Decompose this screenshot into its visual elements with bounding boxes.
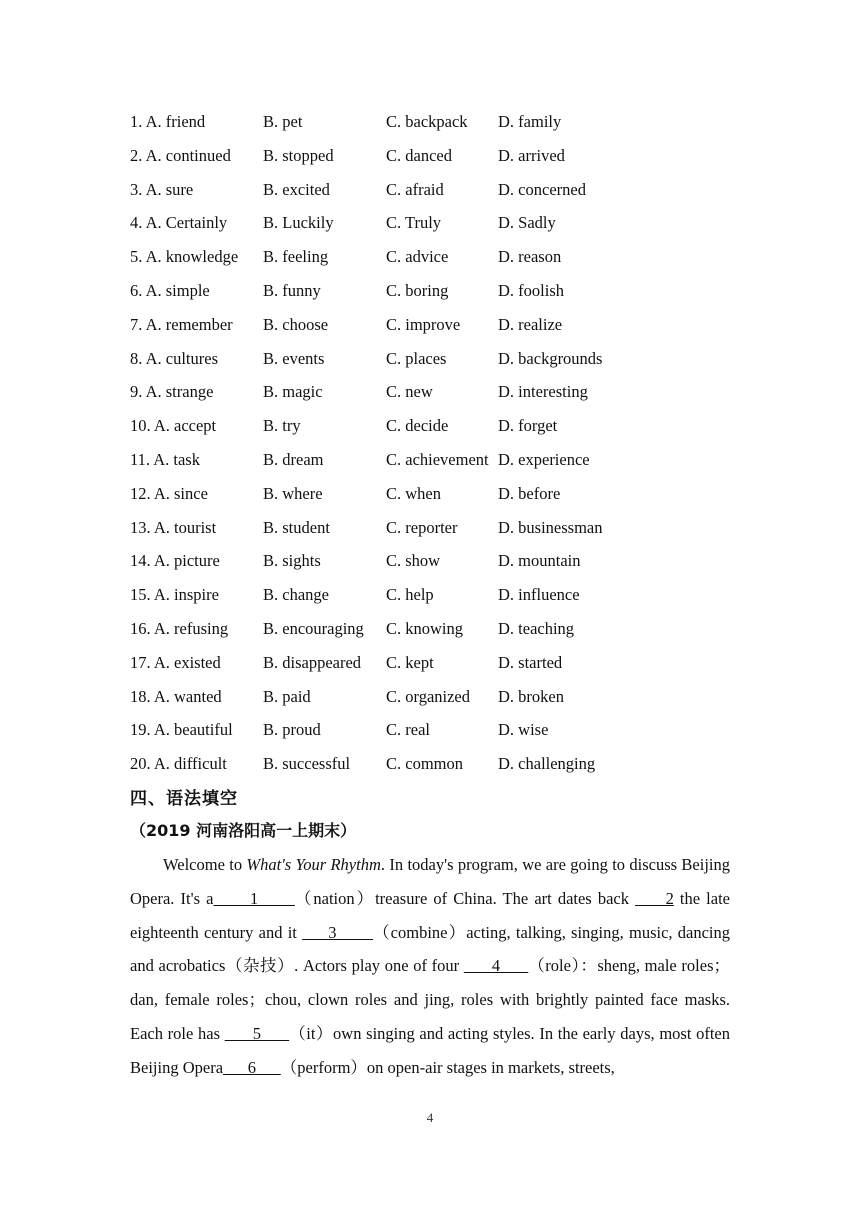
option-d: D. realize: [498, 314, 563, 334]
question-row: [130, 713, 750, 747]
question-row: [130, 139, 750, 173]
option-a: 17. A. existed: [130, 652, 221, 672]
exam-source: （2019 河南洛阳高一上期末）: [130, 821, 357, 840]
option-a: 18. A. wanted: [130, 686, 222, 706]
option-c: C. common: [386, 754, 463, 774]
option-b: B. excited: [263, 179, 330, 199]
option-b: B. magic: [263, 382, 323, 402]
option-a: 10. A. accept: [130, 416, 217, 436]
option-d: D. arrived: [498, 145, 565, 165]
option-d: D. before: [498, 483, 561, 503]
question-row: [130, 274, 750, 308]
question-row: [130, 544, 750, 578]
blank-4[interactable]: 4: [463, 956, 529, 976]
passage-text: acting, talking, singing, music, dancing and acrobatics（杂技）. Actors play one of four: [130, 922, 730, 976]
option-d: D. concerned: [498, 179, 586, 199]
option-c: C. knowing: [386, 618, 464, 638]
option-a: 15. A. inspire: [130, 585, 219, 605]
passage-text: ：sheng, male roles；dan, female roles；chou, clown roles and jing, roles with brightly painted face masks. Each role has: [130, 956, 731, 1043]
blank-1[interactable]: 1: [213, 888, 295, 908]
question-row: [130, 240, 750, 274]
question-row: [130, 511, 750, 545]
option-d: D. challenging: [498, 754, 596, 774]
blank-2[interactable]: 2: [635, 888, 674, 908]
option-d: D. mountain: [498, 551, 581, 571]
option-a: 11. A. task: [130, 449, 200, 469]
option-c: C. show: [386, 551, 441, 571]
option-b: B. change: [263, 585, 329, 605]
option-a: 2. A. continued: [130, 145, 231, 165]
option-b: B. proud: [263, 720, 321, 740]
option-d: D. foolish: [498, 280, 564, 300]
option-b: B. sights: [263, 551, 321, 571]
option-c: C. Truly: [386, 213, 442, 233]
question-row: [130, 308, 750, 342]
option-b: B. dream: [263, 449, 324, 469]
option-c: C. organized: [386, 686, 471, 706]
option-d: D. influence: [498, 585, 580, 605]
passage-text: . In today's program, we are going to discuss Beijing Opera. It's a: [130, 855, 731, 908]
hint-1: （nation）: [294, 888, 376, 908]
option-a: 20. A. difficult: [130, 754, 227, 774]
option-d: D. backgrounds: [498, 348, 603, 368]
option-c: C. danced: [386, 145, 452, 165]
blank-5[interactable]: 5: [224, 1023, 290, 1043]
option-c: C. real: [386, 720, 430, 740]
question-row: [130, 375, 750, 409]
option-b: B. feeling: [263, 247, 329, 267]
question-row: [130, 105, 750, 139]
option-a: 4. A. Certainly: [130, 213, 228, 233]
option-a: 9. A. strange: [130, 382, 214, 402]
question-row: [130, 747, 750, 781]
option-c: C. kept: [386, 652, 434, 672]
option-a: 14. A. picture: [130, 551, 220, 571]
option-d: D. reason: [498, 247, 562, 267]
question-row: [130, 342, 750, 376]
option-b: B. stopped: [263, 145, 334, 165]
option-c: C. when: [386, 483, 441, 503]
option-d: D. businessman: [498, 517, 603, 537]
option-d: D. interesting: [498, 382, 588, 402]
hint-4: （role）: [528, 956, 581, 976]
option-d: D. family: [498, 112, 562, 131]
passage-text: own singing and acting styles. In the early days, most often Beijing Opera: [130, 1023, 731, 1077]
question-row: [130, 646, 750, 680]
hint-5: （it）: [289, 1023, 334, 1043]
passage: [130, 848, 730, 1085]
passage-text: Welcome to: [163, 855, 247, 874]
option-b: B. successful: [263, 754, 351, 774]
section-title: 四、语法填空: [130, 789, 238, 809]
option-b: B. where: [263, 483, 323, 503]
option-c: C. help: [386, 585, 434, 605]
option-b: B. choose: [263, 314, 329, 334]
question-row: [130, 173, 750, 207]
passage-text: the late eighteenth century and it: [130, 888, 731, 942]
question-row: [130, 477, 750, 511]
question-row: [130, 409, 750, 443]
show-name: What's Your Rhythm: [246, 855, 381, 874]
question-row: [130, 680, 750, 714]
option-a: 1. A. friend: [130, 112, 206, 131]
option-b: B. paid: [263, 686, 311, 706]
option-c: C. places: [386, 348, 447, 368]
option-d: D. forget: [498, 416, 558, 436]
option-c: C. boring: [386, 280, 449, 300]
question-row: [130, 206, 750, 240]
hint-6: （perform）: [280, 1057, 367, 1077]
question-row: [130, 443, 750, 477]
option-c: C. backpack: [386, 112, 468, 131]
option-list: [130, 105, 750, 781]
option-b: B. funny: [263, 280, 321, 300]
option-a: 19. A. beautiful: [130, 720, 233, 740]
option-a: 13. A. tourist: [130, 517, 217, 537]
option-a: 16. A. refusing: [130, 618, 229, 638]
blank-3[interactable]: 3: [302, 922, 374, 942]
option-c: C. advice: [386, 247, 449, 267]
option-c: C. improve: [386, 314, 461, 334]
page-number: 4: [426, 1110, 434, 1125]
option-b: B. pet: [263, 112, 303, 131]
option-c: C. decide: [386, 416, 449, 436]
option-a: 8. A. cultures: [130, 348, 218, 368]
option-b: B. disappeared: [263, 652, 362, 672]
option-b: B. encouraging: [263, 618, 364, 638]
question-row: [130, 578, 750, 612]
passage-text: treasure of China. The art dates back: [375, 888, 636, 908]
option-a: 6. A. simple: [130, 280, 210, 300]
option-d: D. started: [498, 652, 563, 672]
option-b: B. try: [263, 416, 301, 436]
option-b: B. events: [263, 348, 325, 368]
option-c: C. reporter: [386, 517, 458, 537]
option-a: 5. A. knowledge: [130, 247, 239, 267]
blank-6[interactable]: 6: [223, 1057, 281, 1077]
option-b: B. student: [263, 517, 330, 537]
option-c: C. afraid: [386, 179, 444, 199]
option-d: D. experience: [498, 449, 590, 469]
passage-text: on open-air stages in markets, streets,: [366, 1057, 615, 1077]
option-c: C. new: [386, 382, 433, 402]
option-a: 7. A. remember: [130, 314, 233, 334]
option-a: 12. A. since: [130, 483, 208, 503]
option-d: D. wise: [498, 720, 549, 740]
question-row: [130, 612, 750, 646]
option-c: C. achievement: [386, 449, 489, 469]
option-a: 3. A. sure: [130, 179, 194, 199]
passage-paragraph: [130, 848, 730, 1085]
option-d: D. broken: [498, 686, 564, 706]
hint-3: （combine）: [373, 922, 467, 942]
option-d: D. Sadly: [498, 213, 556, 233]
option-d: D. teaching: [498, 618, 575, 638]
option-b: B. Luckily: [263, 213, 334, 233]
